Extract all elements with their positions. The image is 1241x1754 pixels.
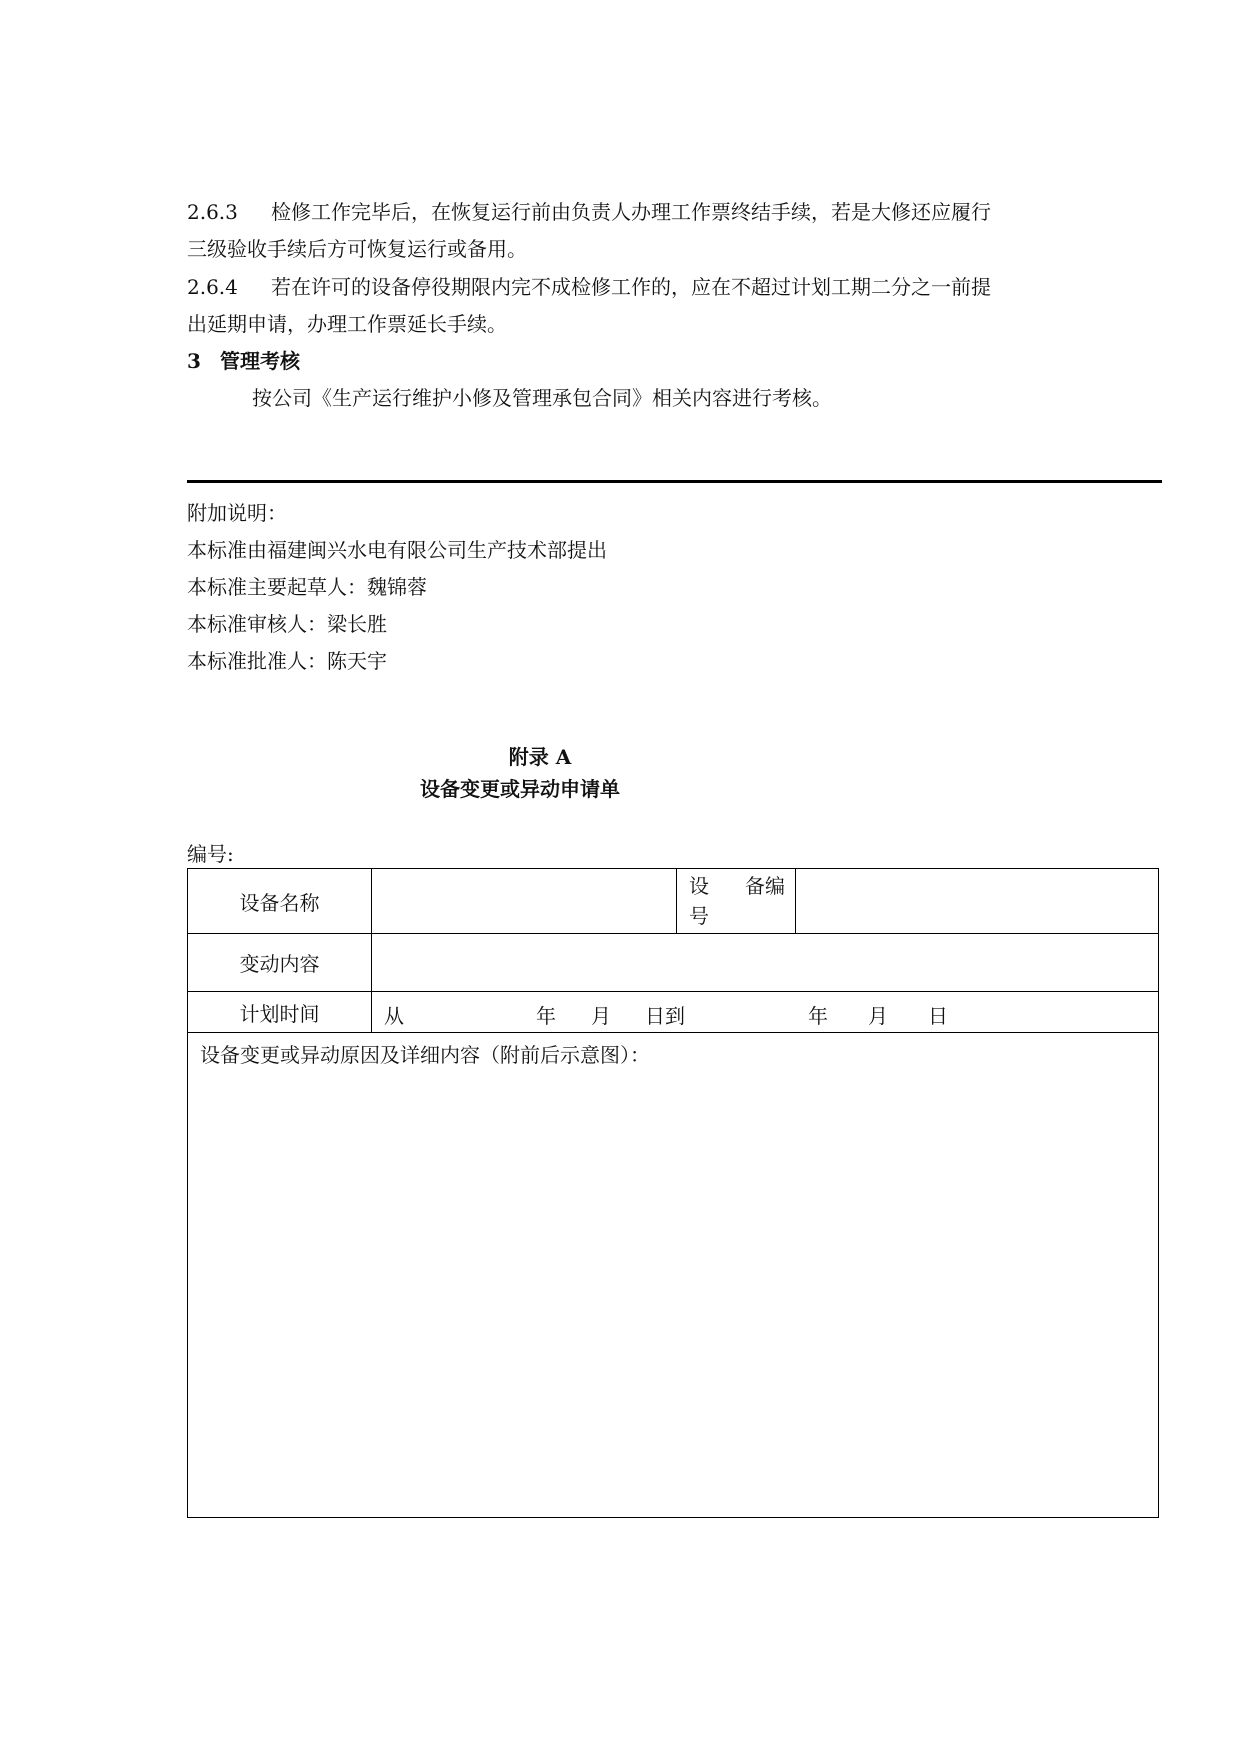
form-row-device (188, 869, 1159, 934)
plan-time-field[interactable] (372, 992, 1159, 1033)
device-name-field[interactable] (372, 869, 677, 934)
clause-number: 2.6.3 (187, 200, 238, 224)
clause-2-6-3-line1 (187, 196, 991, 225)
form-row-plan-time (188, 992, 1159, 1033)
appendix-title: 设备变更或异动申请单 (420, 777, 620, 801)
year-label: 年 (536, 1004, 556, 1028)
form-row-reason (188, 1033, 1159, 1518)
reason-label: 设备变更或异动原因及详细内容（附前后示意图）： (200, 1043, 650, 1067)
clause-2-6-4-line2: 出延期申请，办理工作票延长手续。 (187, 312, 507, 336)
serial-number-label: 编号: (187, 842, 234, 866)
device-no-label-part: 号 (689, 904, 709, 928)
notes-line: 本标准审核人：梁长胜 (187, 612, 387, 636)
device-no-label-part: 设 (689, 874, 709, 898)
change-content-label: 变动内容 (188, 934, 372, 992)
device-no-label-part: 备编 (745, 874, 785, 898)
date-from-label: 从 (384, 1004, 404, 1028)
device-no-label (677, 869, 796, 934)
notes-line: 本标准由福建闽兴水电有限公司生产技术部提出 (187, 538, 607, 562)
divider-rule (187, 480, 1162, 483)
notes-line: 本标准主要起草人：魏锦蓉 (187, 575, 427, 599)
clause-text: 若在许可的设备停役期限内完不成检修工作的，应在不超过计划工期二分之一前提 (271, 275, 991, 299)
device-name-label: 设备名称 (188, 869, 372, 934)
clause-number: 2.6.4 (187, 275, 238, 299)
section-3-body: 按公司《生产运行维护小修及管理承包合同》相关内容进行考核。 (252, 386, 832, 410)
notes-heading: 附加说明： (187, 501, 287, 525)
appendix-label: 附录 A (508, 745, 572, 769)
clause-text: 检修工作完毕后，在恢复运行前由负责人办理工作票终结手续，若是大修还应履行 (271, 200, 991, 224)
clause-2-6-4-line1 (187, 271, 991, 300)
clause-2-6-3-line2: 三级验收手续后方可恢复运行或备用。 (187, 237, 527, 261)
month-label: 月 (868, 1004, 888, 1028)
day-label: 日 (928, 1004, 948, 1028)
month-label: 月 (591, 1004, 611, 1028)
day-to-label: 日到 (645, 1004, 685, 1028)
year-label: 年 (808, 1004, 828, 1028)
plan-time-label: 计划时间 (188, 992, 372, 1033)
change-request-form (187, 868, 1159, 1518)
section-3-heading (187, 345, 300, 374)
section-number: 3 (187, 349, 201, 373)
device-no-field[interactable] (796, 869, 1159, 934)
reason-field[interactable] (188, 1033, 1159, 1518)
notes-line: 本标准批准人：陈天宇 (187, 649, 387, 673)
section-title: 管理考核 (220, 349, 300, 373)
form-row-change-content (188, 934, 1159, 992)
change-content-field[interactable] (372, 934, 1159, 992)
